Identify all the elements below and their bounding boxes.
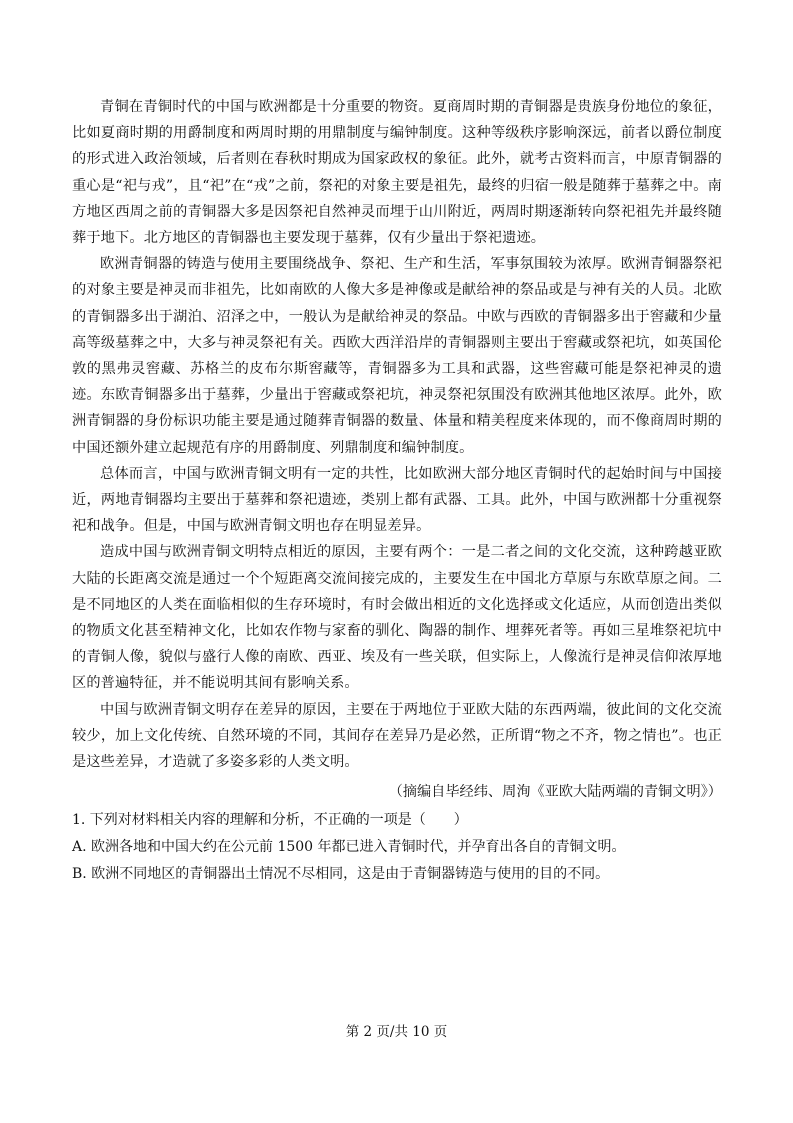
source-citation: （摘编自毕经纬、周洵《亚欧大陆两端的青铜文明》） xyxy=(388,784,722,801)
paragraph-5: 中国与欧洲青铜文明存在差异的原因，主要在于两地位于亚欧大陆的东西两端，彼此间的文化交流较少，加上文化传统、自然环境的不同，其间存在差异乃是必然，正所谓“物之不齐，物之情也”。也正是这些差异，才造就了多姿多彩的人类文明。 xyxy=(72,701,722,771)
option-a: A. 欧洲各地和中国大约在公元前 1500 年都已进入青铜时代，并孕育出各自的青铜文明。 xyxy=(72,839,626,856)
question-stem: 1. 下列对材料相关内容的理解和分析，不正确的一项是（ ） xyxy=(72,812,468,829)
page-number: 第 2 页/共 10 页 xyxy=(345,1024,448,1040)
paragraph-2: 欧洲青铜器的铸造与使用主要围绕战争、祭祀、生产和生活，军事氛围较为浓厚。欧洲青铜器祭祀的对象主要是神灵而非祖先，比如南欧的人像大多是神像或是献给神的祭品或是与神有关的人员。北欧的青铜器多出于湖泊、沼泽之中，一般认为是献给神灵的祭品。中欧与西欧的青铜器多出于窖藏和少量高等级墓葬之中，大多与神灵祭祀有关。西欧大西洋沿岸的青铜器则主要出于窖藏或祭祀坑，如英国伦敦的黑弗灵窖藏、苏格兰的皮布尔斯窖藏等，青铜器多为工具和武器，这些窖藏可能是祭祀神灵的遗迹。东欧青铜器多出于墓葬，少量出于窖藏或祭祀坑，神灵祭祀氛围没有欧洲其他地区浓厚。此外，欧洲青铜器的身份标识功能主要是通过随葬青铜器的数量、体量和精美程度来体现的，而不像商周时期的中国还额外建立起规范有序的用爵制度、列鼎制度和编钟制度。 xyxy=(72,256,722,456)
option-b: B. 欧洲不同地区的青铜器出土情况不尽相同，这是由于青铜器铸造与使用的目的不同。 xyxy=(72,866,610,883)
paragraph-4: 造成中国与欧洲青铜文明特点相近的原因，主要有两个：一是二者之间的文化交流，这种跨越亚欧大陆的长距离交流是通过一个个短距离交流间接完成的，主要发生在中国北方草原与东欧草原之间。二是不同地区的人类在面临相似的生存环境时，有时会做出相近的文化选择或文化适应，从而创造出类似的物质文化甚至精神文化，比如农作物与家畜的驯化、陶器的制作、埋葬死者等。再如三星堆祭祀坑中的青铜人像，貌似与盛行人像的南欧、西亚、埃及有一些关联，但实际上，人像流行是神灵信仰浓厚地区的普遍特征，并不能说明其间有影响关系。 xyxy=(72,544,722,692)
paragraph-3: 总体而言，中国与欧洲青铜文明有一定的共性，比如欧洲大部分地区青铜时代的起始时间与中国接近，两地青铜器均主要出于墓葬和祭祀遗迹，类别上都有武器、工具。此外，中国与欧洲都十分重视祭祀和战争。但是，中国与欧洲青铜文明也存在明显差异。 xyxy=(72,465,722,535)
paragraph-1: 青铜在青铜时代的中国与欧洲都是十分重要的物资。夏商周时期的青铜器是贵族身份地位的象征，比如夏商时期的用爵制度和两周时期的用鼎制度与编钟制度。这种等级秩序影响深远，前者以爵位制度的形式进入政治领域，后者则在春秋时期成为国家政权的象征。此外，就考古资料而言，中原青铜器的重心是“祀与戎”，且“祀”在“戎”之前，祭祀的对象主要是祖先，最终的归宿一般是随葬于墓葬之中。南方地区西周之前的青铜器大多是因祭祀自然神灵而埋于山川附近，两周时期逐渐转向祭祀祖先并最终随葬于地下。北方地区的青铜器也主要发现于墓葬，仅有少量出于祭祀遗迹。 xyxy=(72,99,722,247)
document-body xyxy=(72,94,722,888)
